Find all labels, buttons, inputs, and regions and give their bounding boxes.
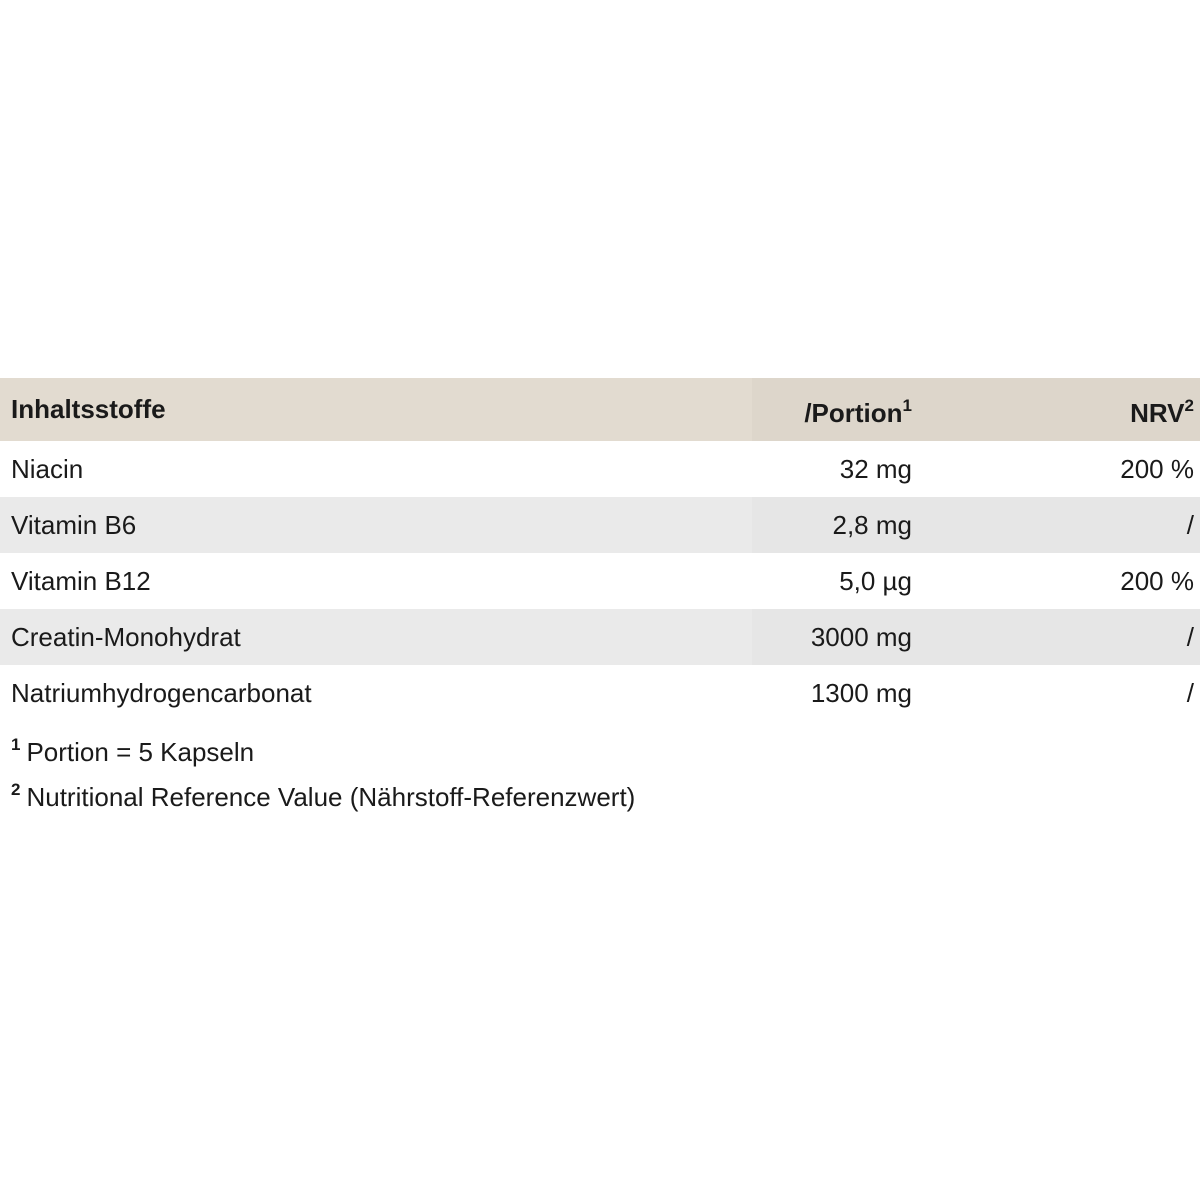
ingredient-name: Vitamin B6: [11, 509, 137, 540]
footnotes: [11, 730, 635, 820]
ingredient-nrv: /: [1186, 509, 1194, 540]
table-row: [0, 497, 1200, 553]
footnote-number: 2: [11, 780, 21, 799]
ingredient-portion: 2,8 mg: [832, 509, 912, 540]
table-row: [0, 609, 1200, 665]
footnote-2: [11, 775, 635, 820]
ingredient-name: Creatin-Monohydrat: [11, 621, 241, 652]
table-row: [0, 553, 1200, 609]
header-nrv: [912, 390, 1194, 429]
ingredient-portion: 3000 mg: [810, 621, 912, 652]
ingredient-nrv: /: [1186, 621, 1194, 652]
header-nrv-label: NRV: [1130, 398, 1185, 428]
footnote-1: [11, 730, 635, 775]
table-header-row: [0, 378, 1200, 441]
ingredient-nrv: 200 %: [1120, 453, 1194, 484]
ingredient-name: Niacin: [11, 453, 84, 484]
ingredient-portion: 5,0 µg: [839, 565, 912, 596]
ingredient-name: Natriumhydrogencarbonat: [11, 677, 312, 708]
nutrition-table: [0, 378, 1200, 721]
footnote-text: Nutritional Reference Value (Nährstoff-Referenzwert): [26, 782, 636, 812]
table-row: [0, 665, 1200, 721]
footnote-number: 1: [11, 735, 21, 754]
ingredient-portion: 32 mg: [839, 453, 912, 484]
header-portion-label: /Portion: [804, 398, 903, 428]
ingredient-portion: 1300 mg: [810, 677, 912, 708]
header-ingredients-label: Inhaltsstoffe: [11, 394, 166, 424]
footnote-text: Portion = 5 Kapseln: [26, 737, 255, 767]
header-nrv-footnote-ref: 2: [1184, 396, 1194, 415]
header-portion-footnote-ref: 1: [902, 396, 912, 415]
table-row: [0, 441, 1200, 497]
header-ingredients: [0, 394, 752, 425]
ingredient-nrv: /: [1186, 677, 1194, 708]
ingredient-name: Vitamin B12: [11, 565, 151, 596]
ingredient-nrv: 200 %: [1120, 565, 1194, 596]
header-portion: [752, 390, 912, 429]
